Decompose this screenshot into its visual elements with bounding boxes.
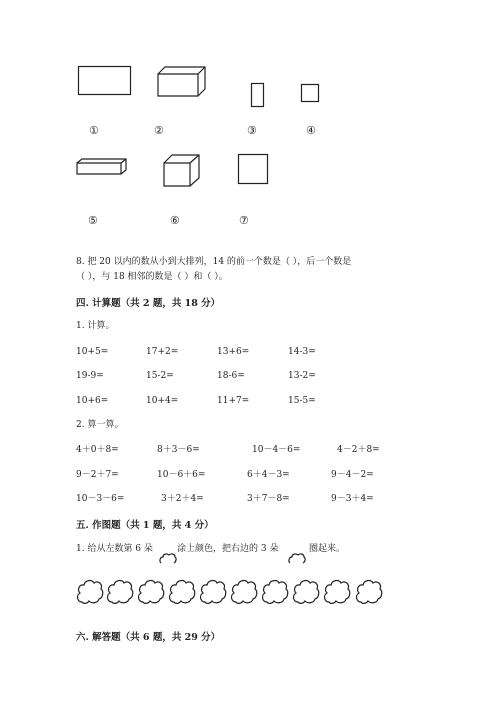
calc-item: 13-2= <box>288 371 316 381</box>
section-4-q2-title: 2. 算一算。 <box>76 420 124 430</box>
section-4-q1-title: 1. 计算。 <box>76 321 115 331</box>
inline-cloud-icon-1 <box>159 552 177 564</box>
cloud-icon[interactable] <box>168 578 195 604</box>
cloud-icon[interactable] <box>323 578 350 604</box>
calc-item: 14-3= <box>288 347 316 357</box>
calc-item: 9－3＋4= <box>331 494 374 504</box>
calc-item: 11+7= <box>217 396 250 406</box>
section-5-q1-part-1: 1. 给从左数第 6 朵 <box>76 544 153 554</box>
calc-item: 10+5= <box>76 347 109 357</box>
question-8-line-2: （ ），与 18 相邻的数是（ ）和（ ）。 <box>76 272 228 282</box>
shape-label-3: ③ <box>247 124 257 137</box>
cloud-icon[interactable] <box>261 578 288 604</box>
rectangle-shape <box>78 66 132 96</box>
calc-item: 18-6= <box>217 371 245 381</box>
calc-item: 15-5= <box>288 396 316 406</box>
cloud-icon[interactable] <box>106 578 133 604</box>
cloud-icon[interactable] <box>199 578 226 604</box>
calc-item: 9－2＋7= <box>76 470 119 480</box>
calc-item: 3＋2＋4= <box>161 494 204 504</box>
cuboid-shape <box>157 66 207 98</box>
calc-item: 10+6= <box>76 396 109 406</box>
cloud-icon[interactable] <box>137 578 164 604</box>
calc-item: 9－4－2= <box>331 470 374 480</box>
inline-cloud-icon-2 <box>288 552 306 564</box>
shape-label-5: ⑤ <box>88 214 98 227</box>
cloud-icon[interactable] <box>292 578 319 604</box>
shape-label-1: ① <box>89 124 99 137</box>
section-5-q1-part-3: 圈起来。 <box>309 544 346 554</box>
calc-item: 10－6＋6= <box>157 470 206 480</box>
shape-label-2: ② <box>154 124 164 137</box>
calc-item: 4－2＋8= <box>337 445 380 455</box>
calc-item: 8＋3－6= <box>157 445 200 455</box>
cloud-icon[interactable] <box>230 578 257 604</box>
large-square-shape <box>238 154 269 185</box>
tall-rectangle-shape <box>251 83 265 108</box>
calc-item: 6＋4－3= <box>247 470 290 480</box>
section-6-title: 六. 解答题（共 6 题，共 29 分） <box>76 632 221 643</box>
square-shape <box>301 84 320 103</box>
calc-item: 10－4－6= <box>252 445 301 455</box>
cloud-icon[interactable] <box>76 578 103 604</box>
section-5-q1-part-2: 涂上颜色，把右边的 3 朵 <box>177 544 279 554</box>
calc-item: 3＋7－8= <box>247 494 290 504</box>
calc-item: 19-9= <box>76 371 104 381</box>
shape-label-6: ⑥ <box>170 214 180 227</box>
calc-item: 10－3－6= <box>76 494 125 504</box>
question-8-line-1: 8. 把 20 以内的数从小到大排列，14 的前一个数是（ ），后一个数是 <box>76 257 352 267</box>
calc-item: 10+4= <box>146 396 179 406</box>
shape-label-7: ⑦ <box>239 214 249 227</box>
calc-item: 15-2= <box>146 371 174 381</box>
calc-item: 4＋0＋8= <box>76 445 119 455</box>
section-4-title: 四. 计算题（共 2 题，共 18 分） <box>76 298 221 309</box>
cloud-icon[interactable] <box>355 578 382 604</box>
section-5-title: 五. 作图题（共 1 题，共 4 分） <box>76 520 214 531</box>
long-cuboid-shape <box>76 158 128 176</box>
cube-shape <box>163 154 201 188</box>
shape-label-4: ④ <box>306 124 316 137</box>
calc-item: 13+6= <box>217 347 250 357</box>
calc-item: 17+2= <box>146 347 179 357</box>
